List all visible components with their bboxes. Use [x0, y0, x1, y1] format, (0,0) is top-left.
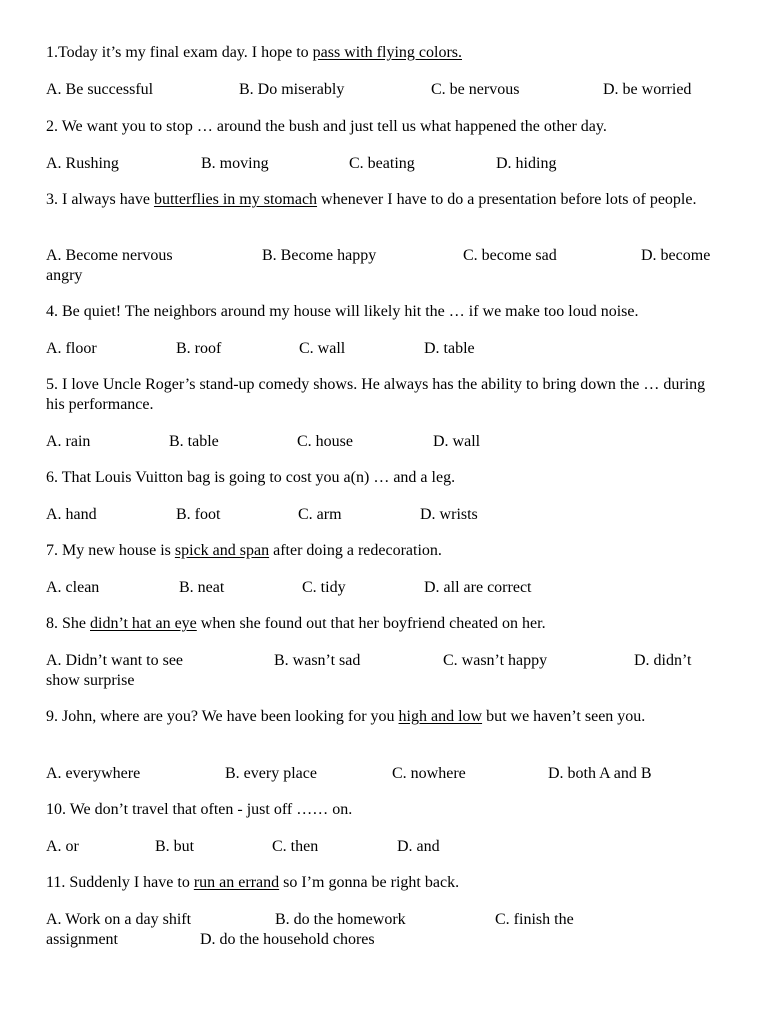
option-d: D. both A and B [548, 765, 652, 782]
options-5 [46, 432, 736, 452]
option-b: B. do the homework [275, 911, 406, 928]
option-b: B. table [169, 433, 219, 450]
options-10 [46, 837, 736, 857]
underlined-phrase: high and low [398, 708, 483, 725]
question-9 [46, 707, 726, 727]
option-a: A. Become nervous [46, 247, 173, 264]
question-4: 4. Be quiet! The neighbors around my house will likely hit the … if we make too loud noise. [46, 303, 639, 320]
underlined-phrase: pass with flying colors. [312, 44, 462, 61]
option-c: C. finish the [495, 911, 574, 928]
options-1 [46, 80, 736, 100]
option-b: B. every place [225, 765, 317, 782]
question-text: 8. She [46, 615, 90, 632]
underlined-phrase: butterflies in my stomach [153, 191, 318, 208]
question-text: 11. Suddenly I have to [46, 874, 194, 891]
option-d: D. didn’t [634, 652, 692, 669]
option-c: C. tidy [302, 579, 346, 596]
option-a: A. Rushing [46, 155, 119, 172]
option-c: C. become sad [463, 247, 557, 264]
option-b: B. moving [201, 155, 269, 172]
options-4 [46, 339, 736, 359]
underlined-phrase: didn’t hat an eye [90, 615, 197, 632]
option-b: B. wasn’t sad [274, 652, 361, 669]
option-b: B. neat [179, 579, 225, 596]
options-11 [46, 910, 736, 930]
options-3 [46, 246, 736, 266]
option-c: C. wasn’t happy [443, 652, 548, 669]
option-c: C. nowhere [392, 765, 466, 782]
option-d: D. wrists [420, 506, 478, 523]
option-a: A. Be successful [46, 81, 154, 98]
question-text: 9. John, where are you? We have been looking for you [46, 708, 399, 725]
option-d: D. all are correct [424, 579, 532, 596]
option-a: A. everywhere [46, 765, 141, 782]
option-b: B. roof [176, 340, 222, 357]
underlined-phrase: run an errand [193, 874, 280, 891]
question-1 [46, 43, 726, 63]
option-d-continued: angry [46, 267, 83, 284]
option-c: C. beating [349, 155, 415, 172]
option-b: B. foot [176, 506, 221, 523]
options-6 [46, 505, 736, 525]
option-d: D. hiding [496, 155, 557, 172]
options-8 [46, 651, 736, 671]
question-text: after doing a redecoration. [269, 542, 442, 559]
question-text: 1.Today it’s my final exam day. I hope to [46, 44, 313, 61]
question-2: 2. We want you to stop … around the bush and just tell us what happened the other day. [46, 118, 607, 135]
option-c: C. arm [298, 506, 342, 523]
question-3 [46, 190, 726, 210]
option-d-continued: show surprise [46, 672, 135, 689]
option-a: A. clean [46, 579, 100, 596]
question-text: when she found out that her boyfriend cheated on her. [196, 615, 546, 632]
option-c-continued: assignment [46, 931, 118, 948]
question-text: but we haven’t seen you. [482, 708, 646, 725]
question-text: whenever I have to do a presentation before lots of people. [317, 191, 697, 208]
options-7 [46, 578, 736, 598]
option-d: D. and [397, 838, 440, 855]
option-d: D. do the household chores [200, 931, 375, 948]
question-text: so I’m gonna be right back. [279, 874, 460, 891]
option-c: C. house [297, 433, 353, 450]
question-11 [46, 873, 726, 893]
option-d: D. wall [433, 433, 481, 450]
option-a: A. rain [46, 433, 91, 450]
question-8 [46, 614, 726, 634]
option-b: B. Do miserably [239, 81, 345, 98]
question-5: 5. I love Uncle Roger’s stand-up comedy shows. He always has the ability to bring down the … during his performance. [46, 376, 706, 413]
question-10: 10. We don’t travel that often - just off …… on. [46, 801, 353, 818]
underlined-phrase: spick and span [174, 542, 270, 559]
option-c: C. wall [299, 340, 346, 357]
question-text: 3. I always have [46, 191, 154, 208]
option-d: D. table [424, 340, 475, 357]
options-2 [46, 154, 736, 174]
option-b: B. but [155, 838, 195, 855]
option-a: A. hand [46, 506, 97, 523]
option-c: C. be nervous [431, 81, 520, 98]
option-a: A. Work on a day shift [46, 911, 192, 928]
option-d: D. be worried [603, 81, 692, 98]
option-a: A. floor [46, 340, 97, 357]
option-b: B. Become happy [262, 247, 377, 264]
option-c: C. then [272, 838, 319, 855]
option-d: D. become [641, 247, 711, 264]
options-9 [46, 764, 736, 784]
option-a: A. Didn’t want to see [46, 652, 184, 669]
question-6: 6. That Louis Vuitton bag is going to cost you a(n) … and a leg. [46, 469, 456, 486]
question-text: 7. My new house is [46, 542, 175, 559]
question-7 [46, 541, 726, 561]
option-a: A. or [46, 838, 79, 855]
